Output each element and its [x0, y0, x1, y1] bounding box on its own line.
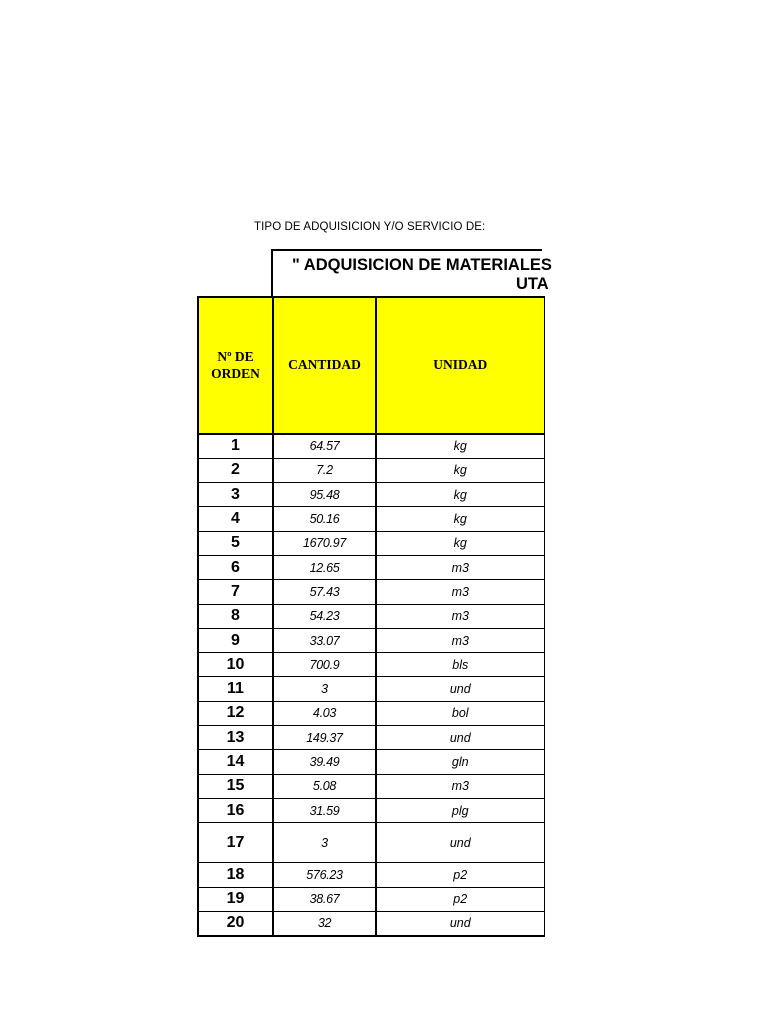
quantity-cell: 12.65: [273, 555, 376, 579]
unit-cell: p2: [376, 887, 544, 911]
quantity-cell: 39.49: [273, 750, 376, 774]
header-order-line-2: ORDEN: [211, 365, 260, 381]
quantity-cell: 54.23: [273, 604, 376, 628]
table-row: [198, 911, 544, 935]
order-cell: 11: [198, 677, 273, 701]
table-row: [198, 604, 544, 628]
table-row: [198, 580, 544, 604]
table-row: [198, 555, 544, 579]
quantity-cell: 149.37: [273, 726, 376, 750]
order-cell: 15: [198, 774, 273, 798]
order-cell: 18: [198, 863, 273, 887]
quantity-cell: 95.48: [273, 483, 376, 507]
unit-cell: p2: [376, 863, 544, 887]
header-order-number: [198, 297, 273, 434]
unit-cell: m3: [376, 604, 544, 628]
quantity-cell: 33.07: [273, 628, 376, 652]
header-order-line-1: Nº DE: [217, 348, 254, 364]
order-cell: 4: [198, 507, 273, 531]
unit-cell: m3: [376, 555, 544, 579]
unit-cell: und: [376, 823, 544, 863]
unit-cell: m3: [376, 580, 544, 604]
table-row: [198, 531, 544, 555]
table-row: [198, 887, 544, 911]
unit-cell: kg: [376, 483, 544, 507]
quantity-cell: 7.2: [273, 458, 376, 482]
unit-cell: bol: [376, 701, 544, 725]
unit-cell: m3: [376, 628, 544, 652]
unit-cell: gln: [376, 750, 544, 774]
unit-cell: bls: [376, 653, 544, 677]
table-row: [198, 653, 544, 677]
quantity-cell: 3: [273, 823, 376, 863]
quantity-cell: 50.16: [273, 507, 376, 531]
order-cell: 14: [198, 750, 273, 774]
order-cell: 3: [198, 483, 273, 507]
order-cell: 19: [198, 887, 273, 911]
unit-cell: und: [376, 677, 544, 701]
quantity-cell: 5.08: [273, 774, 376, 798]
order-cell: 9: [198, 628, 273, 652]
order-cell: 7: [198, 580, 273, 604]
table-header-row: [198, 297, 544, 434]
table-row: [198, 863, 544, 887]
unit-cell: kg: [376, 434, 544, 458]
table-row: [198, 726, 544, 750]
header-quantity: CANTIDAD: [273, 297, 376, 434]
table-row: [198, 823, 544, 863]
table-row: [198, 458, 544, 482]
unit-cell: m3: [376, 774, 544, 798]
order-cell: 2: [198, 458, 273, 482]
unit-cell: und: [376, 726, 544, 750]
quantity-cell: 576.23: [273, 863, 376, 887]
table-row: [198, 628, 544, 652]
order-cell: 17: [198, 823, 273, 863]
document-title-line-2: UTA: [516, 275, 549, 293]
quantity-cell: 1670.97: [273, 531, 376, 555]
quantity-cell: 57.43: [273, 580, 376, 604]
table-row: [198, 507, 544, 531]
quantity-cell: 700.9: [273, 653, 376, 677]
header-unit: UNIDAD: [376, 297, 544, 434]
document-title-box: [271, 249, 552, 297]
quantity-cell: 38.67: [273, 887, 376, 911]
order-cell: 13: [198, 726, 273, 750]
order-cell: 10: [198, 653, 273, 677]
order-cell: 8: [198, 604, 273, 628]
order-cell: 5: [198, 531, 273, 555]
table-row: [198, 798, 544, 822]
table-row: [198, 677, 544, 701]
table-row: [198, 483, 544, 507]
unit-cell: plg: [376, 798, 544, 822]
table-row: [198, 750, 544, 774]
quantity-cell: 4.03: [273, 701, 376, 725]
materials-table: [197, 296, 545, 937]
table-row: [198, 774, 544, 798]
order-cell: 20: [198, 911, 273, 935]
acquisition-type-label: TIPO DE ADQUISICION Y/O SERVICIO DE:: [254, 221, 486, 233]
table-row: [198, 701, 544, 725]
order-cell: 12: [198, 701, 273, 725]
document-title-line-1: " ADQUISICION DE MATERIALES: [292, 256, 552, 274]
quantity-cell: 32: [273, 911, 376, 935]
table-row: [198, 434, 544, 458]
unit-cell: kg: [376, 507, 544, 531]
order-cell: 6: [198, 555, 273, 579]
unit-cell: kg: [376, 531, 544, 555]
quantity-cell: 64.57: [273, 434, 376, 458]
quantity-cell: 3: [273, 677, 376, 701]
order-cell: 16: [198, 798, 273, 822]
unit-cell: kg: [376, 458, 544, 482]
order-cell: 1: [198, 434, 273, 458]
unit-cell: und: [376, 911, 544, 935]
quantity-cell: 31.59: [273, 798, 376, 822]
